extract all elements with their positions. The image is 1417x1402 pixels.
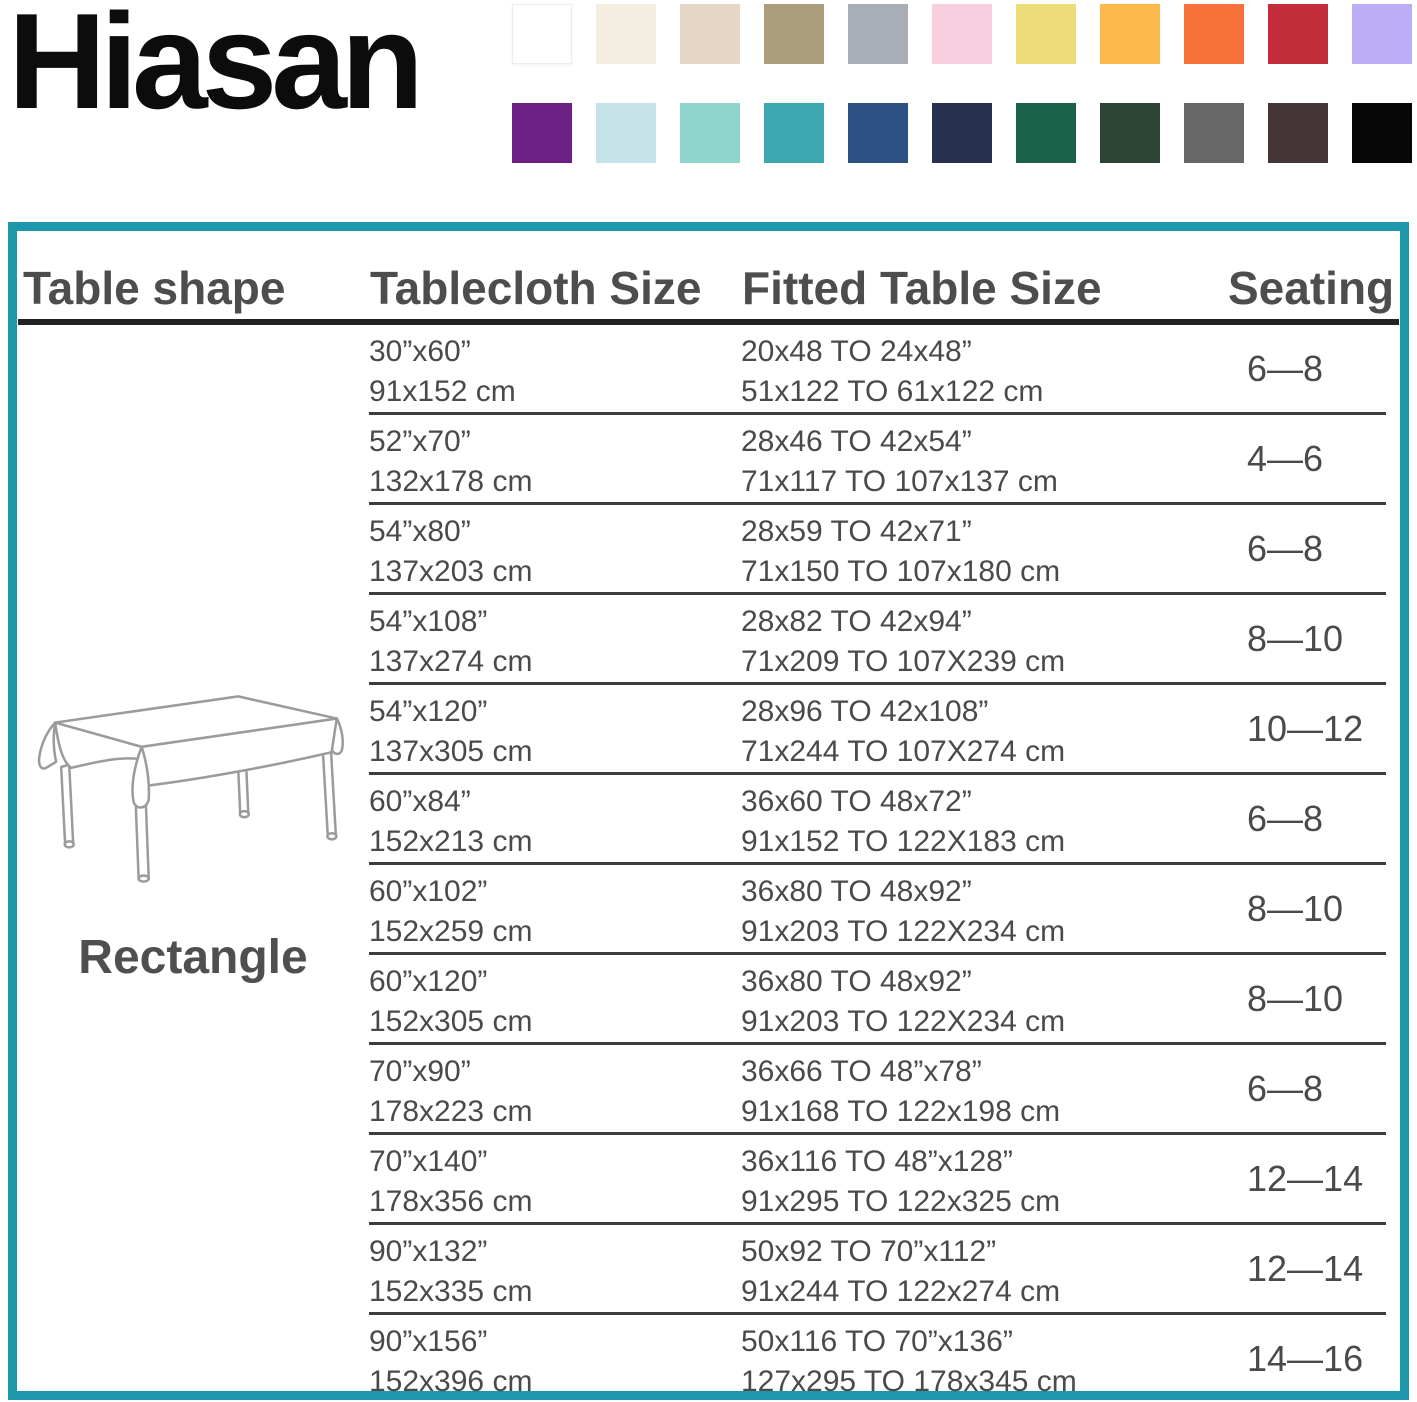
- color-swatch: [512, 4, 572, 64]
- fitted-size-cm: 91x168 TO 122x198 cm: [741, 1095, 1061, 1128]
- fitted-size-inches: 28x96 TO 42x108”: [741, 695, 989, 728]
- tablecloth-size-cm: 132x178 cm: [369, 465, 533, 498]
- column-header-seating: Seating: [1228, 262, 1395, 314]
- size-row: [369, 1315, 1386, 1402]
- size-row: [369, 1045, 1386, 1135]
- fitted-size-inches: 20x48 TO 24x48”: [741, 335, 972, 368]
- tablecloth-size-inches: 54”x80”: [369, 515, 471, 548]
- seating-cell: 6—8: [1247, 797, 1324, 839]
- fitted-size-cm: 71x117 TO 107x137 cm: [741, 465, 1058, 498]
- tablecloth-size-inches: 52”x70”: [369, 425, 471, 458]
- seating-cell: 8—10: [1247, 887, 1344, 929]
- seating-cell: 6—8: [1247, 347, 1324, 389]
- size-row: [369, 685, 1386, 775]
- tablecloth-size-inches: 60”x84”: [369, 785, 471, 818]
- shape-label: Rectangle: [78, 930, 308, 984]
- fitted-size-inches: 28x46 TO 42x54”: [741, 425, 972, 458]
- fitted-size-cell: [741, 1045, 1227, 1132]
- color-swatch: [680, 4, 740, 64]
- color-swatch: [596, 4, 656, 64]
- column-header-table-shape: Table shape: [23, 262, 286, 314]
- color-swatch: [1352, 103, 1412, 163]
- color-swatch: [1268, 103, 1328, 163]
- tablecloth-size-cm: 152x335 cm: [369, 1275, 533, 1308]
- color-swatch: [848, 103, 908, 163]
- table-shape-cell: [17, 303, 369, 1369]
- size-row: [369, 505, 1386, 595]
- fitted-size-cm: 127x295 TO 178x345 cm: [741, 1365, 1077, 1398]
- fitted-size-inches: 28x59 TO 42x71”: [741, 515, 972, 548]
- fitted-size-inches: 28x82 TO 42x94”: [741, 605, 972, 638]
- size-chart-table: [8, 222, 1409, 1400]
- fitted-size-cell: [741, 1135, 1227, 1222]
- tablecloth-size-cm: 137x203 cm: [369, 555, 533, 588]
- fitted-size-cell: [741, 505, 1227, 592]
- column-header-fitted-table-size: Fitted Table Size: [742, 262, 1102, 314]
- rectangle-table-illustration: [37, 688, 349, 890]
- fitted-size-cell: [741, 685, 1227, 772]
- tablecloth-size-cm: 152x213 cm: [369, 825, 533, 858]
- seating-cell: 10—12: [1247, 707, 1364, 749]
- size-row: [369, 415, 1386, 505]
- color-swatch: [932, 103, 992, 163]
- fitted-size-cm: 71x150 TO 107x180 cm: [741, 555, 1061, 588]
- seating-cell: 12—14: [1247, 1157, 1364, 1199]
- size-row: [369, 1135, 1386, 1225]
- tablecloth-size-cell: [369, 415, 741, 502]
- tablecloth-size-cell: [369, 865, 741, 952]
- tablecloth-size-inches: 60”x102”: [369, 875, 488, 908]
- size-row: [369, 595, 1386, 685]
- tablecloth-size-cm: 178x223 cm: [369, 1095, 533, 1128]
- tablecloth-size-cell: [369, 325, 741, 412]
- fitted-size-cm: 71x209 TO 107X239 cm: [741, 645, 1066, 678]
- seating-cell: 12—14: [1247, 1247, 1364, 1289]
- fitted-size-inches: 36x80 TO 48x92”: [741, 965, 972, 998]
- fitted-size-inches: 50x92 TO 70”x112”: [741, 1235, 997, 1268]
- fitted-size-cm: 91x152 TO 122X183 cm: [741, 825, 1066, 858]
- fitted-size-cell: [741, 775, 1227, 862]
- color-swatch: [512, 103, 572, 163]
- color-swatch: [932, 4, 992, 64]
- fitted-size-inches: 50x116 TO 70”x136”: [741, 1325, 1013, 1358]
- size-row: [369, 1225, 1386, 1315]
- color-swatch: [764, 4, 824, 64]
- color-swatch: [848, 4, 908, 64]
- tablecloth-size-inches: 30”x60”: [369, 335, 471, 368]
- tablecloth-size-inches: 70”x140”: [369, 1145, 488, 1178]
- fitted-size-inches: 36x60 TO 48x72”: [741, 785, 972, 818]
- tablecloth-size-cell: [369, 1225, 741, 1312]
- fitted-size-cell: [741, 1315, 1227, 1402]
- color-swatch: [1100, 4, 1160, 64]
- tablecloth-size-inches: 54”x120”: [369, 695, 488, 728]
- brand-logo: Hiasan: [8, 0, 418, 137]
- color-swatch: [764, 103, 824, 163]
- tablecloth-size-cell: [369, 1315, 741, 1402]
- fitted-size-cm: 91x203 TO 122X234 cm: [741, 1005, 1066, 1038]
- fitted-size-inches: 36x80 TO 48x92”: [741, 875, 972, 908]
- tablecloth-size-inches: 90”x132”: [369, 1235, 488, 1268]
- fitted-size-inches: 36x116 TO 48”x128”: [741, 1145, 1013, 1178]
- fitted-size-cell: [741, 325, 1227, 412]
- tablecloth-size-inches: 70”x90”: [369, 1055, 471, 1088]
- tablecloth-size-cm: 152x396 cm: [369, 1365, 533, 1398]
- tablecloth-size-cell: [369, 1135, 741, 1222]
- color-swatch: [596, 103, 656, 163]
- tablecloth-size-cm: 137x305 cm: [369, 735, 533, 768]
- fitted-size-cell: [741, 595, 1227, 682]
- tablecloth-size-cm: 152x259 cm: [369, 915, 533, 948]
- tablecloth-size-cm: 91x152 cm: [369, 375, 516, 408]
- seating-cell: 4—6: [1247, 437, 1324, 479]
- tablecloth-size-cm: 137x274 cm: [369, 645, 533, 678]
- seating-cell: 8—10: [1247, 617, 1344, 659]
- color-swatch-grid: [512, 4, 1412, 163]
- fitted-size-cm: 51x122 TO 61x122 cm: [741, 375, 1044, 408]
- tablecloth-size-cell: [369, 505, 741, 592]
- color-swatch: [1184, 4, 1244, 64]
- tablecloth-size-cell: [369, 955, 741, 1042]
- color-swatch: [1100, 103, 1160, 163]
- tablecloth-size-inches: 60”x120”: [369, 965, 488, 998]
- fitted-size-cell: [741, 955, 1227, 1042]
- size-row: [369, 955, 1386, 1045]
- tablecloth-size-cm: 178x356 cm: [369, 1185, 533, 1218]
- seating-cell: 6—8: [1247, 527, 1324, 569]
- tablecloth-size-cell: [369, 1045, 741, 1132]
- fitted-size-inches: 36x66 TO 48”x78”: [741, 1055, 982, 1088]
- tablecloth-size-cell: [369, 595, 741, 682]
- color-swatch: [1352, 4, 1412, 64]
- size-row: [369, 325, 1386, 415]
- tablecloth-size-inches: 90”x156”: [369, 1325, 488, 1358]
- color-swatch: [1016, 103, 1076, 163]
- fitted-size-cell: [741, 415, 1227, 502]
- color-swatch: [1016, 4, 1076, 64]
- seating-cell: 8—10: [1247, 977, 1344, 1019]
- color-swatch: [1268, 4, 1328, 64]
- size-rows: [369, 325, 1400, 1398]
- color-swatch: [680, 103, 740, 163]
- tablecloth-size-cell: [369, 685, 741, 772]
- fitted-size-cm: 71x244 TO 107X274 cm: [741, 735, 1066, 768]
- fitted-size-cm: 91x295 TO 122x325 cm: [741, 1185, 1061, 1218]
- tablecloth-size-cm: 152x305 cm: [369, 1005, 533, 1038]
- column-header-tablecloth-size: Tablecloth Size: [370, 262, 702, 314]
- color-swatch: [1184, 103, 1244, 163]
- seating-cell: 14—16: [1247, 1337, 1364, 1379]
- size-row: [369, 865, 1386, 955]
- tablecloth-size-inches: 54”x108”: [369, 605, 488, 638]
- tablecloth-size-cell: [369, 775, 741, 862]
- fitted-size-cm: 91x203 TO 122X234 cm: [741, 915, 1066, 948]
- seating-cell: 6—8: [1247, 1067, 1324, 1109]
- fitted-size-cell: [741, 1225, 1227, 1312]
- fitted-size-cell: [741, 865, 1227, 952]
- size-row: [369, 775, 1386, 865]
- fitted-size-cm: 91x244 TO 122x274 cm: [741, 1275, 1061, 1308]
